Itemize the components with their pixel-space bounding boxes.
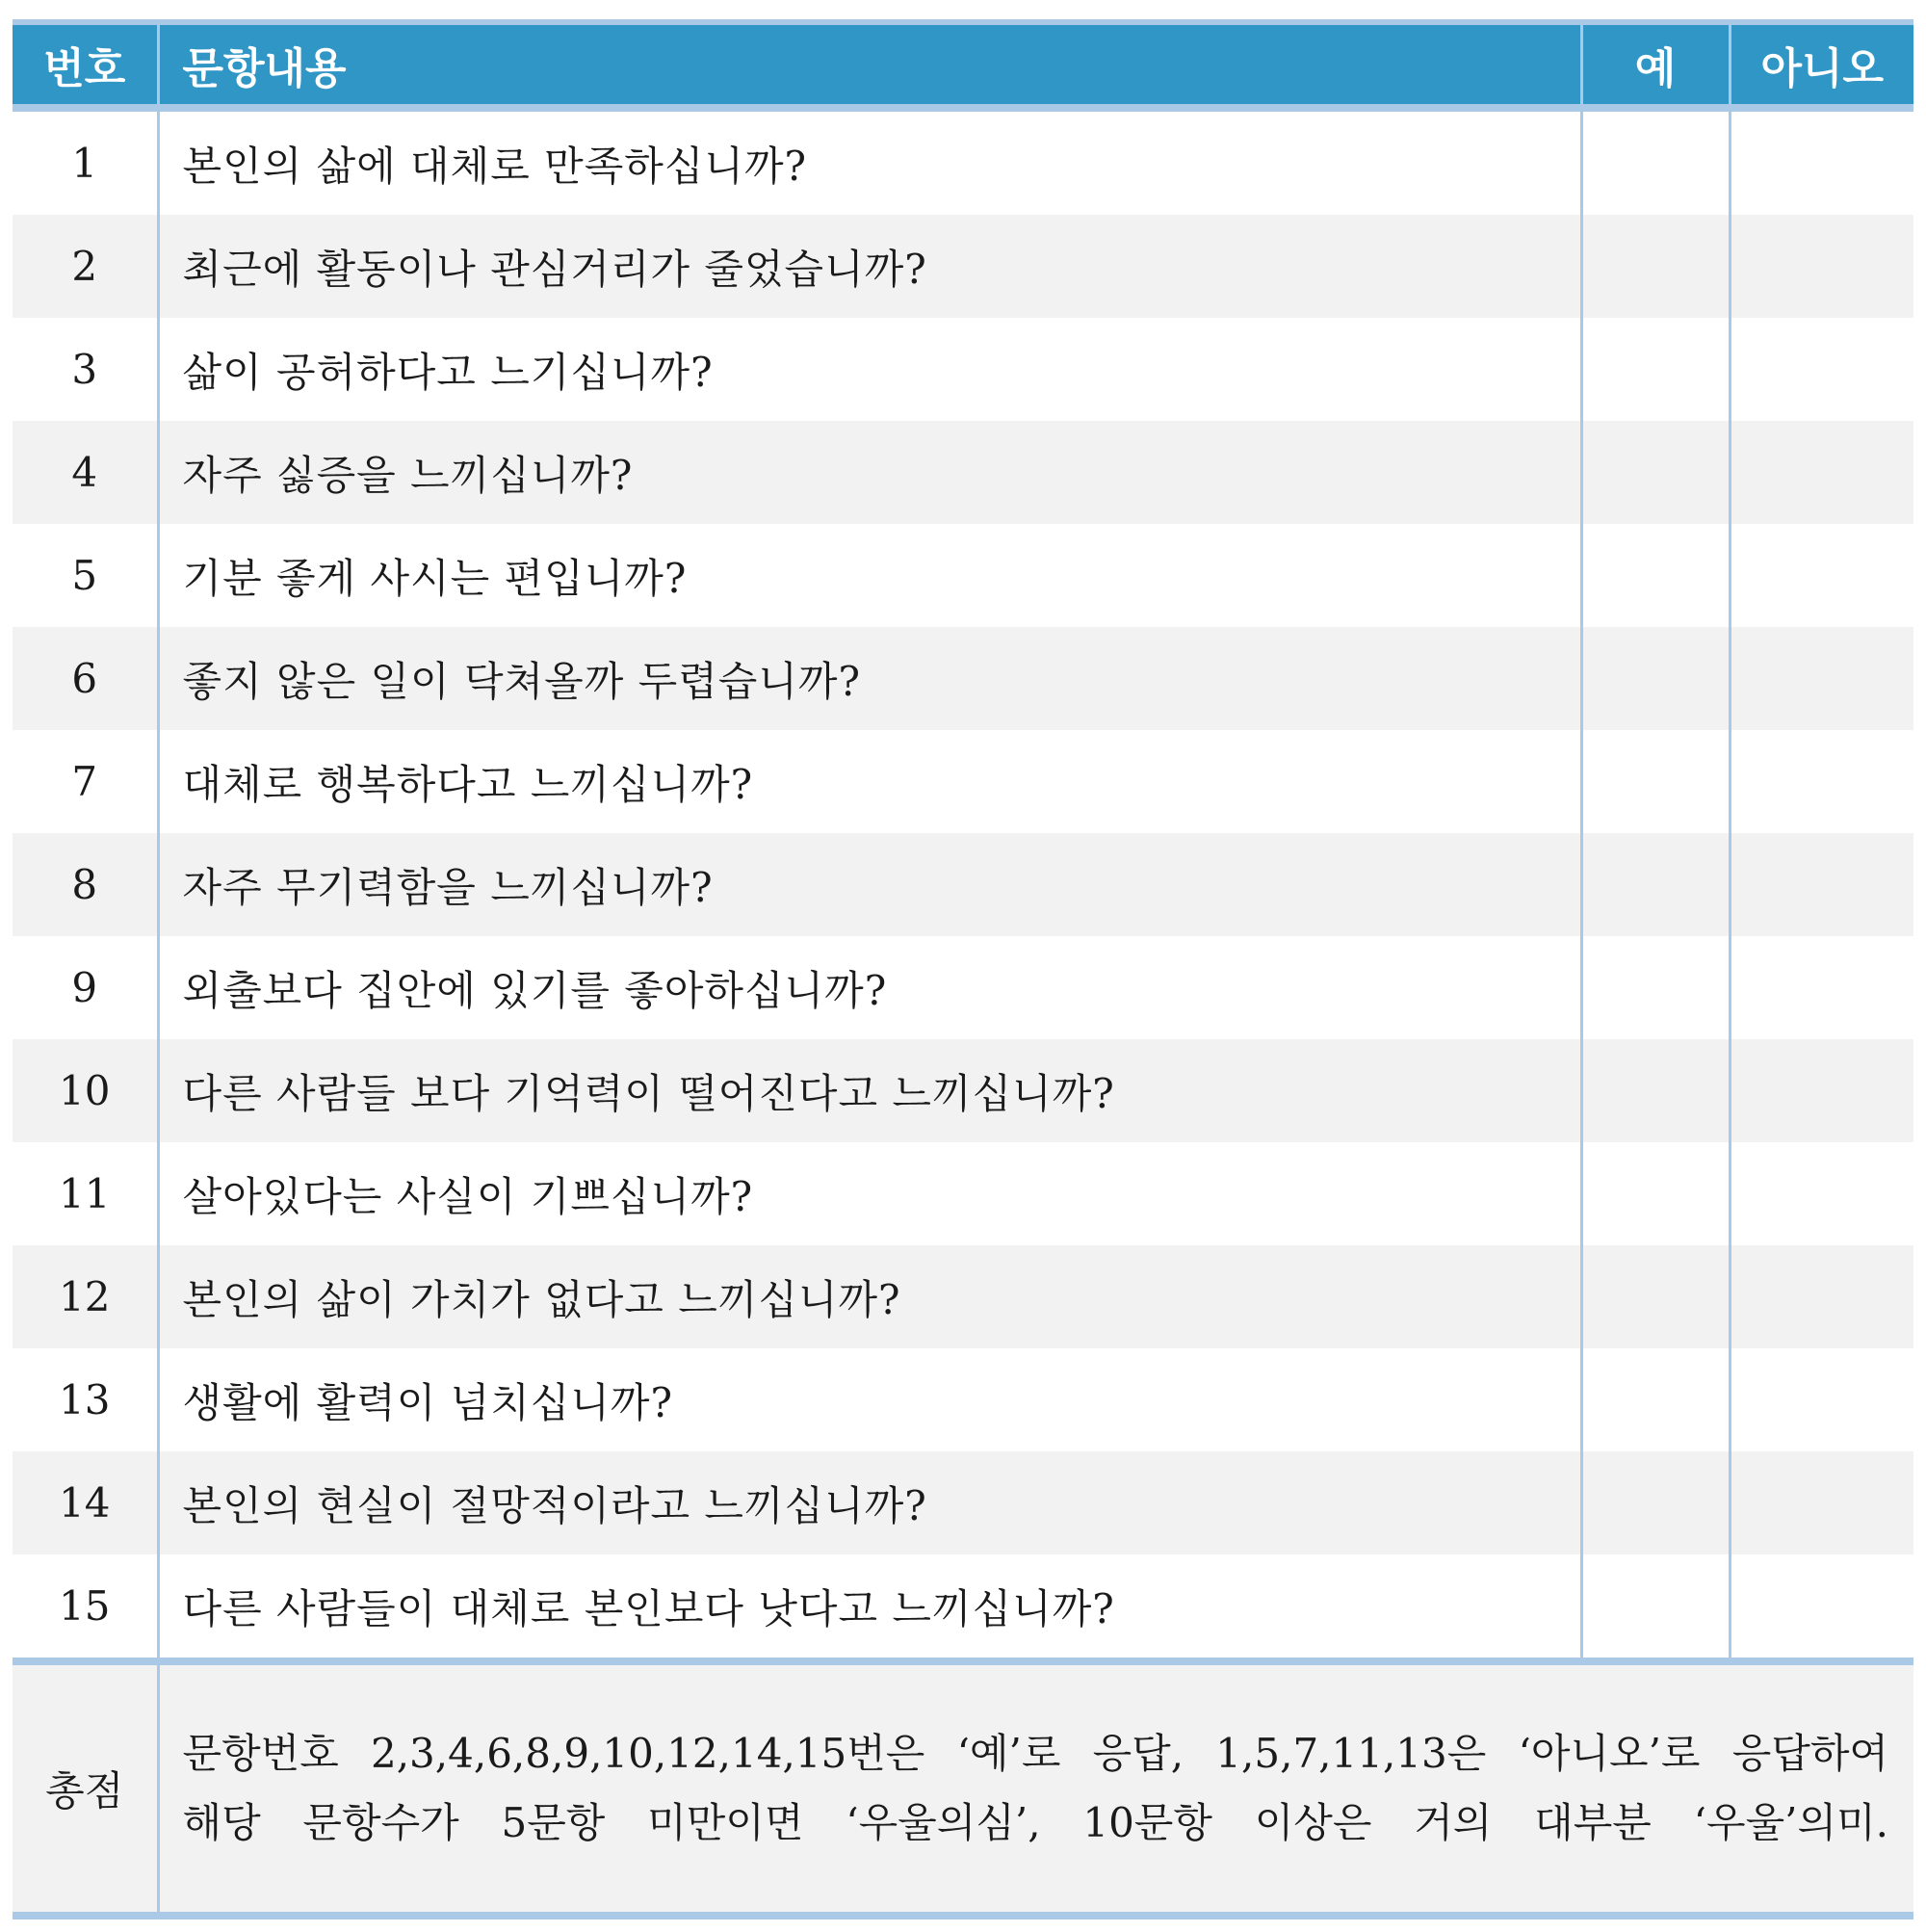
question-text: 삶이 공허하다고 느기십니까? bbox=[158, 318, 1581, 421]
answer-no-cell[interactable] bbox=[1730, 1348, 1913, 1451]
question-number: 11 bbox=[13, 1142, 158, 1245]
answer-no-cell[interactable] bbox=[1730, 1245, 1913, 1348]
answer-yes-cell[interactable] bbox=[1581, 1039, 1730, 1142]
total-description bbox=[158, 1661, 1913, 1916]
question-text: 좋지 않은 일이 닥쳐올까 두렵습니까? bbox=[158, 627, 1581, 730]
question-text: 생활에 활력이 넘치십니까? bbox=[158, 1348, 1581, 1451]
header-content: 문항내용 bbox=[158, 22, 1581, 108]
question-text: 살아있다는 사실이 기쁘십니까? bbox=[158, 1142, 1581, 1245]
table-row bbox=[13, 1039, 1913, 1142]
answer-yes-cell[interactable] bbox=[1581, 524, 1730, 627]
answer-yes-cell[interactable] bbox=[1581, 1554, 1730, 1661]
question-number: 7 bbox=[13, 730, 158, 833]
header-row bbox=[13, 22, 1913, 108]
answer-yes-cell[interactable] bbox=[1581, 1451, 1730, 1554]
total-description-line-2: 해당 문항수가 5문항 미만이면 ‘우울의심’, 10문항 이상은 거의 대부분 ‘우울’의미. bbox=[182, 1799, 1888, 1846]
question-text: 자주 싫증을 느끼십니까? bbox=[158, 421, 1581, 524]
header-no: 아니오 bbox=[1730, 22, 1913, 108]
depression-scale-table bbox=[13, 19, 1913, 1919]
answer-no-cell[interactable] bbox=[1730, 421, 1913, 524]
question-text: 다른 사람들 보다 기억력이 떨어진다고 느끼십니까? bbox=[158, 1039, 1581, 1142]
table-row bbox=[13, 524, 1913, 627]
question-number: 14 bbox=[13, 1451, 158, 1554]
question-text: 본인의 삶이 가치가 없다고 느끼십니까? bbox=[158, 1245, 1581, 1348]
table-row bbox=[13, 1451, 1913, 1554]
question-text: 외출보다 집안에 있기를 좋아하십니까? bbox=[158, 936, 1581, 1039]
question-text: 기분 좋게 사시는 편입니까? bbox=[158, 524, 1581, 627]
question-number: 13 bbox=[13, 1348, 158, 1451]
answer-no-cell[interactable] bbox=[1730, 1451, 1913, 1554]
question-number: 4 bbox=[13, 421, 158, 524]
answer-yes-cell[interactable] bbox=[1581, 421, 1730, 524]
answer-yes-cell[interactable] bbox=[1581, 730, 1730, 833]
question-text: 본인의 현실이 절망적이라고 느끼십니까? bbox=[158, 1451, 1581, 1554]
question-number: 12 bbox=[13, 1245, 158, 1348]
table-row bbox=[13, 1348, 1913, 1451]
question-text: 본인의 삶에 대체로 만족하십니까? bbox=[158, 108, 1581, 215]
answer-no-cell[interactable] bbox=[1730, 108, 1913, 215]
answer-yes-cell[interactable] bbox=[1581, 1142, 1730, 1245]
answer-no-cell[interactable] bbox=[1730, 1554, 1913, 1661]
answer-yes-cell[interactable] bbox=[1581, 833, 1730, 936]
table-row bbox=[13, 936, 1913, 1039]
answer-no-cell[interactable] bbox=[1730, 833, 1913, 936]
question-number: 2 bbox=[13, 215, 158, 318]
question-number: 3 bbox=[13, 318, 158, 421]
table-row bbox=[13, 421, 1913, 524]
question-text: 최근에 활동이나 관심거리가 줄었습니까? bbox=[158, 215, 1581, 318]
question-text: 대체로 행복하다고 느끼십니까? bbox=[158, 730, 1581, 833]
answer-no-cell[interactable] bbox=[1730, 1142, 1913, 1245]
total-label: 총점 bbox=[13, 1661, 158, 1916]
answer-yes-cell[interactable] bbox=[1581, 108, 1730, 215]
table-row bbox=[13, 1245, 1913, 1348]
question-rows bbox=[13, 108, 1913, 1661]
question-number: 9 bbox=[13, 936, 158, 1039]
answer-no-cell[interactable] bbox=[1730, 524, 1913, 627]
answer-yes-cell[interactable] bbox=[1581, 1348, 1730, 1451]
answer-no-cell[interactable] bbox=[1730, 936, 1913, 1039]
question-text: 다른 사람들이 대체로 본인보다 낫다고 느끼십니까? bbox=[158, 1554, 1581, 1661]
table-row bbox=[13, 318, 1913, 421]
question-number: 5 bbox=[13, 524, 158, 627]
answer-no-cell[interactable] bbox=[1730, 627, 1913, 730]
header-yes: 예 bbox=[1581, 22, 1730, 108]
header-number: 번호 bbox=[13, 22, 158, 108]
question-number: 6 bbox=[13, 627, 158, 730]
table-row bbox=[13, 108, 1913, 215]
answer-no-cell[interactable] bbox=[1730, 1039, 1913, 1142]
total-description-line-1: 문항번호 2,3,4,6,8,9,10,12,14,15번은 ‘예’로 응답, 1,5,7,11,13은 ‘아니오’로 응답하여 bbox=[182, 1730, 1888, 1777]
question-number: 10 bbox=[13, 1039, 158, 1142]
table-row bbox=[13, 215, 1913, 318]
answer-no-cell[interactable] bbox=[1730, 730, 1913, 833]
answer-yes-cell[interactable] bbox=[1581, 215, 1730, 318]
table-row bbox=[13, 833, 1913, 936]
question-number: 15 bbox=[13, 1554, 158, 1661]
table-row bbox=[13, 627, 1913, 730]
depression-scale-table-wrapper bbox=[13, 19, 1913, 1919]
answer-yes-cell[interactable] bbox=[1581, 936, 1730, 1039]
answer-yes-cell[interactable] bbox=[1581, 1245, 1730, 1348]
total-row bbox=[13, 1661, 1913, 1916]
table-row bbox=[13, 1554, 1913, 1661]
question-text: 자주 무기력함을 느끼십니까? bbox=[158, 833, 1581, 936]
answer-yes-cell[interactable] bbox=[1581, 318, 1730, 421]
answer-no-cell[interactable] bbox=[1730, 318, 1913, 421]
question-number: 1 bbox=[13, 108, 158, 215]
answer-yes-cell[interactable] bbox=[1581, 627, 1730, 730]
table-row bbox=[13, 1142, 1913, 1245]
question-number: 8 bbox=[13, 833, 158, 936]
answer-no-cell[interactable] bbox=[1730, 215, 1913, 318]
table-row bbox=[13, 730, 1913, 833]
